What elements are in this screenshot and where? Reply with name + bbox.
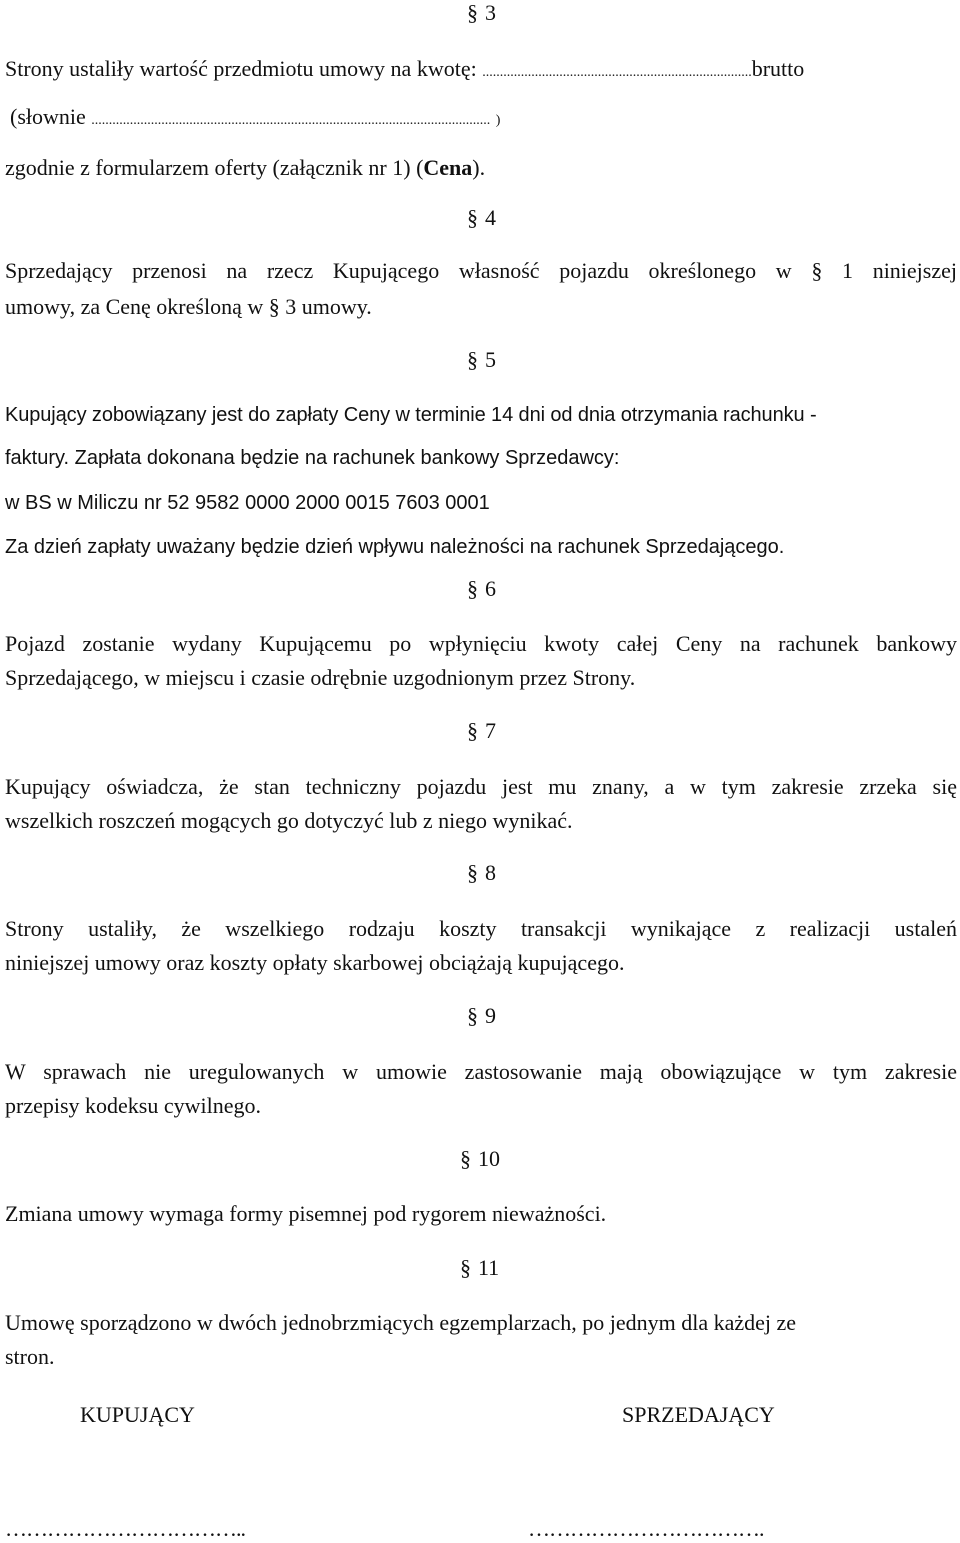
- section-heading-10: [460, 1148, 500, 1170]
- paragraph-line: Kupujący oświadcza, że stan techniczny pojazdu jest mu znany, a w tym zakresie zrzeka się: [5, 774, 957, 799]
- paragraph-line: umowy, za Cenę określoną w § 3 umowy.: [5, 294, 372, 319]
- section-number: 5: [485, 347, 496, 372]
- section-heading-7: [467, 720, 496, 742]
- section-symbol: §: [467, 0, 478, 25]
- paragraph-line: Pojazd zostanie wydany Kupującemu po wpłynięciu kwoty całej Ceny na rachunek bankowy: [5, 631, 957, 656]
- price-line: [5, 58, 804, 80]
- section-number: 4: [485, 205, 496, 230]
- paragraph-line: Za dzień zapłaty uważany będzie dzień wpływu należności na rachunek Sprzedającego.: [5, 536, 785, 558]
- section-number: 3: [485, 0, 496, 25]
- buyer-label: KUPUJĄCY: [80, 1402, 195, 1427]
- bank-account-line: w BS w Miliczu nr 52 9582 0000 2000 0015 7603 0001: [5, 492, 490, 514]
- price-text: Strony ustaliły wartość przedmiotu umowy na kwotę:: [5, 56, 477, 81]
- section-symbol: §: [811, 258, 823, 283]
- section-symbol: §: [467, 1003, 478, 1028]
- offer-form-text: zgodnie z formularzem oferty (załącznik nr 1) (: [5, 155, 424, 180]
- paragraph-line: przepisy kodeksu cywilnego.: [5, 1093, 261, 1118]
- section-heading-5: [467, 349, 496, 371]
- buyer-signature-line: ……………………………..: [5, 1516, 245, 1541]
- in-words-label: (słownie: [10, 104, 86, 129]
- paragraph-line: Umowę sporządzono w dwóch jednobrzmiących egzemplarzach, po jednym dla każdej ze: [5, 1310, 797, 1335]
- section-symbol: §: [467, 347, 478, 372]
- section-number: 7: [485, 718, 496, 743]
- section-number: 8: [485, 860, 496, 885]
- paragraph-line: Strony ustaliły, że wszelkiego rodzaju koszty transakcji wynikające z realizacji ustaleń: [5, 916, 957, 941]
- seller-label: SPRZEDAJĄCY: [622, 1402, 775, 1427]
- section-symbol: §: [467, 576, 478, 601]
- price-blank-dots: .............................................................................: [482, 65, 752, 80]
- paragraph-line: wszelkich roszczeń mogących go dotyczyć lub z niego wynikać.: [5, 808, 573, 833]
- section-heading-4: [467, 207, 496, 229]
- section-number: 6: [485, 576, 496, 601]
- price-in-words-line: [10, 106, 500, 128]
- paragraph-line: faktury. Zapłata dokonana będzie na rachunek bankowy Sprzedawcy:: [5, 447, 620, 469]
- section-symbol: §: [467, 205, 478, 230]
- section-symbol: §: [467, 718, 478, 743]
- paragraph-line: Zmiana umowy wymaga formy pisemnej pod rygorem nieważności.: [5, 1201, 607, 1226]
- paragraph-line: Kupujący zobowiązany jest do zapłaty Ceny w terminie 14 dni od dnia otrzymania rachunku -: [5, 404, 817, 426]
- offer-form-line: [5, 157, 485, 179]
- section-symbol: §: [460, 1146, 471, 1171]
- section-number: 10: [478, 1146, 500, 1171]
- section-heading-3: [467, 2, 496, 24]
- paragraph-line: Sprzedającego, w miejscu i czasie odrębnie uzgodnionym przez Strony.: [5, 665, 636, 690]
- in-words-blank-dots: ..................................................................................................................: [91, 113, 491, 128]
- section-number: 9: [485, 1003, 496, 1028]
- seller-signature-line: …………………………….: [528, 1516, 764, 1541]
- in-words-close-paren: ): [495, 113, 501, 128]
- section-heading-9: [467, 1005, 496, 1027]
- section-number: 11: [478, 1255, 500, 1280]
- paragraph-line: Sprzedający przenosi na rzecz Kupującego własność pojazdu określonego w § 1 niniejszej: [5, 258, 958, 283]
- section-symbol: §: [460, 1255, 471, 1280]
- section-heading-8: [467, 862, 496, 884]
- gross-label: brutto: [751, 56, 805, 81]
- paragraph-line: niniejszej umowy oraz koszty opłaty skarbowej obciążają kupującego.: [5, 950, 625, 975]
- section-symbol: §: [467, 860, 478, 885]
- paragraph-line: stron.: [5, 1344, 55, 1369]
- paragraph-line: W sprawach nie uregulowanych w umowie zastosowanie mają obowiązujące w tym zakresie: [5, 1059, 957, 1084]
- offer-form-end: ).: [472, 155, 486, 180]
- section-heading-11: [460, 1257, 499, 1279]
- price-term: Cena: [423, 155, 473, 180]
- section-heading-6: [467, 578, 496, 600]
